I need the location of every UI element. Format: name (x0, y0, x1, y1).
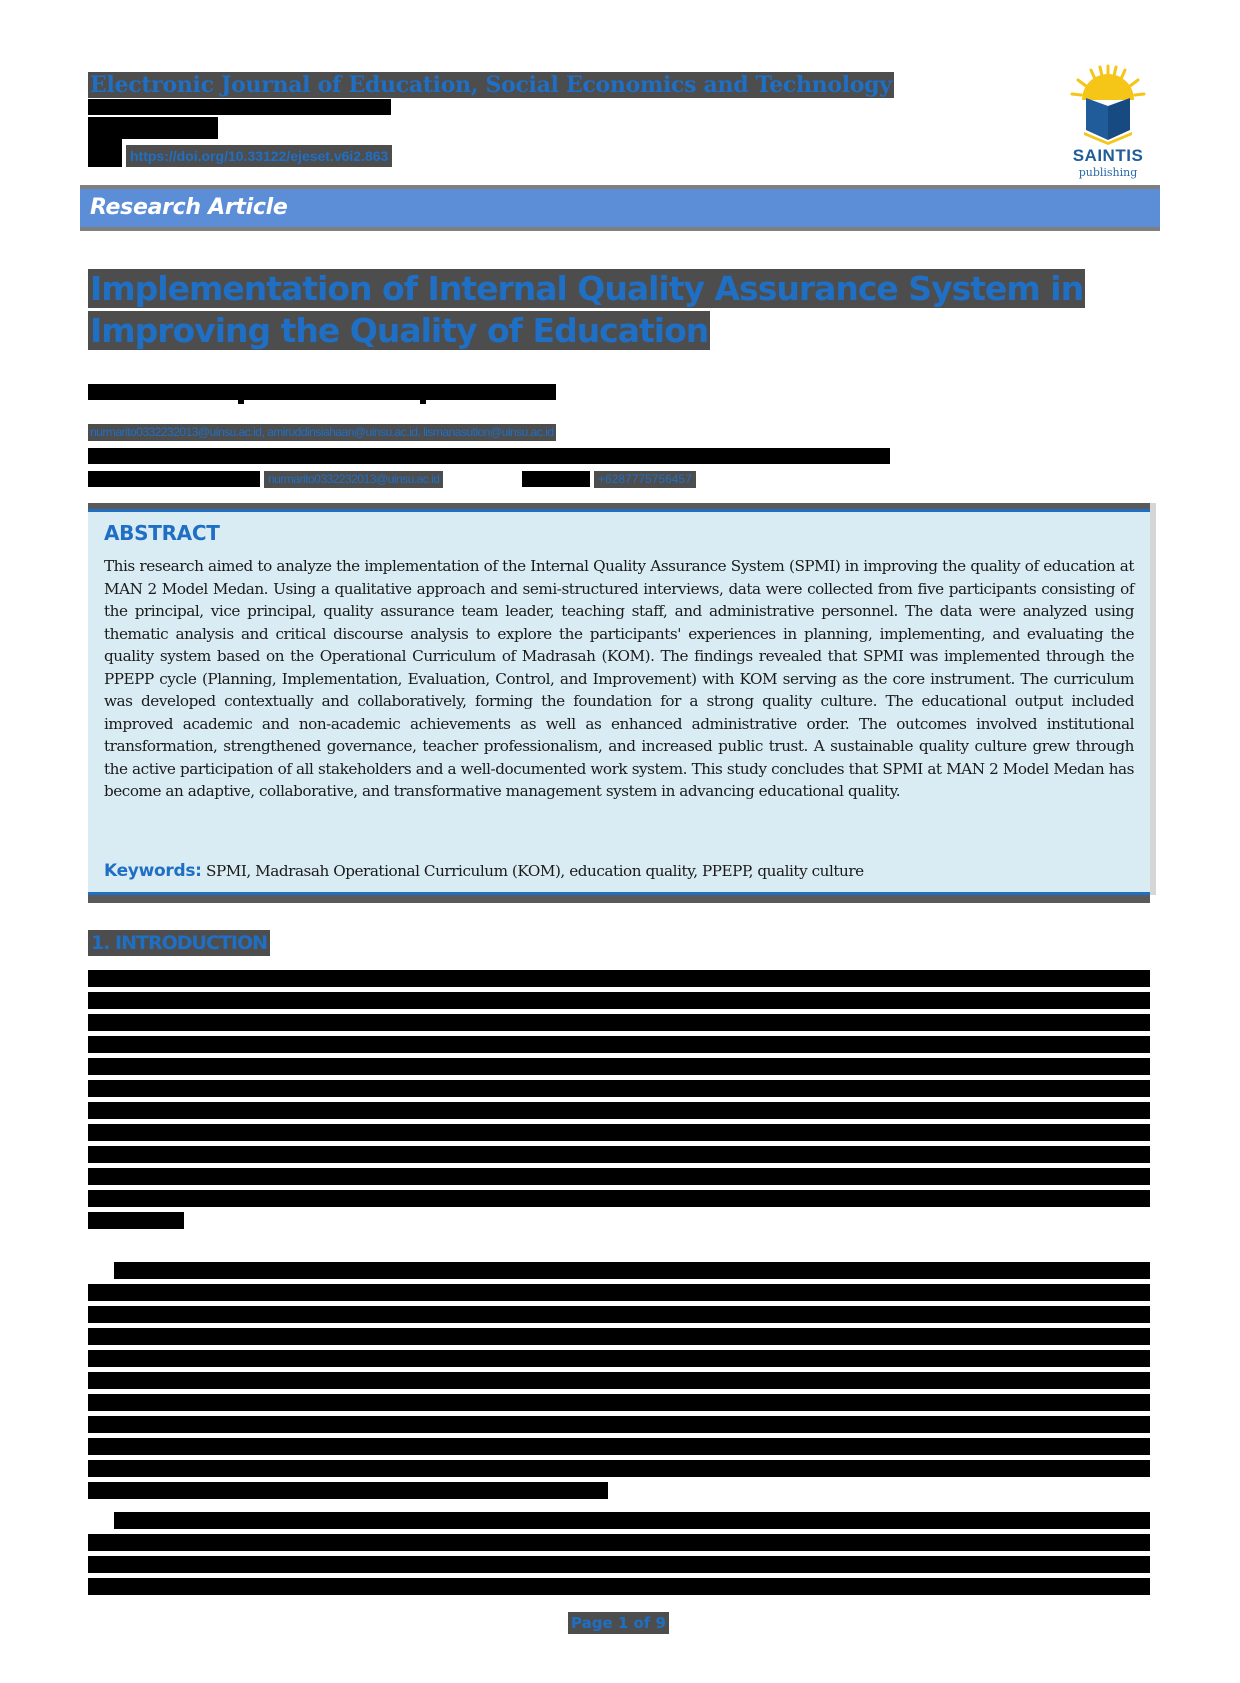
abstract-text: This research aimed to analyze the implementation of the Internal Quality Assurance System (SPMI) in improving the quality of education at MAN 2 Model Medan. Using a qualitative approach and semi-structured interviews, data were collected from five participants consisting of the principal, vice principal, quality assurance team leader, teaching staff, and administrative personnel. The data were analyzed using thematic analysis and critical discourse analysis to explore the participants' experiences in planning, implementing, and evaluating the quality system based on the Operational Curriculum of Madrasah (KOM). The findings revealed that SPMI was implemented through the PPEPP cycle (Planning, Implementation, Evaluation, Control, and Improvement) with KOM serving as the core instrument. The curriculum was developed contextually and collaboratively, forming the foundation for a strong quality culture. The educational output included improved academic and non-academic achievements as well as enhanced administrative order. The outcomes involved institutional transformation, strengthened governance, teacher professionalism, and increased public trust. A sustainable quality culture grew through the active participation of all stakeholders and a well-documented work system. This study concludes that SPMI at MAN 2 Model Medan has become an adaptive, collaborative, and transformative management system in advancing educational quality. (104, 557, 1134, 800)
redacted-line (88, 970, 1150, 987)
redacted-author-names (88, 384, 556, 400)
redacted-author-names-tick (420, 398, 426, 404)
article-type-label: Research Article (90, 195, 288, 220)
book-sun-icon (1058, 62, 1158, 146)
keywords-list: SPMI, Madrasah Operational Curriculum (KOM), education quality, PPEPP, quality culture (206, 862, 864, 880)
redacted-line (88, 1102, 1150, 1119)
redacted-line (88, 1212, 184, 1229)
redacted-line (88, 1058, 1150, 1075)
abstract-heading: ABSTRACT (104, 521, 220, 545)
title-line-1: Implementation of Internal Quality Assurance System in (90, 269, 1084, 308)
redacted-line (88, 1482, 608, 1499)
logo-subtitle: publishing (1078, 166, 1138, 179)
introduction-paragraph-1-redacted (88, 970, 1150, 1232)
redacted-affiliation (88, 448, 890, 464)
redacted-line (88, 1328, 1150, 1345)
paper-title (88, 268, 1088, 352)
keywords-line (104, 861, 864, 881)
redacted-line (114, 1262, 1150, 1279)
redacted-issn-line (88, 99, 391, 115)
redacted-line (88, 1014, 1150, 1031)
redacted-corresponding-label (88, 471, 260, 487)
redacted-line (88, 992, 1150, 1009)
research-article-banner (80, 185, 1160, 231)
corresponding-email[interactable]: nurmarito0332232013@uinsu.ac.id (264, 471, 443, 488)
redacted-doi-prefix (88, 139, 122, 167)
redacted-line (88, 1306, 1150, 1323)
redacted-phone-label (522, 471, 590, 487)
redacted-line (88, 1284, 1150, 1301)
redacted-line (114, 1512, 1150, 1529)
redacted-line (88, 1416, 1150, 1433)
redacted-line (88, 1080, 1150, 1097)
redacted-line (88, 1460, 1150, 1477)
journal-title: Electronic Journal of Education, Social Economics and Technology (90, 72, 892, 98)
redacted-line (88, 1146, 1150, 1163)
saintis-logo (1058, 62, 1158, 180)
title-line-2: Improving the Quality of Education (90, 311, 709, 350)
abstract-shadow (1150, 503, 1156, 895)
introduction-paragraph-3-redacted (88, 1512, 1150, 1592)
redacted-volume-line (88, 117, 218, 139)
redacted-line (88, 1578, 1150, 1595)
corresponding-phone: +6287775756457 (594, 471, 696, 488)
redacted-line (88, 1534, 1150, 1551)
redacted-line (88, 1556, 1150, 1573)
introduction-heading: 1. INTRODUCTION (88, 930, 270, 956)
page-number: Page 1 of 9 (568, 1612, 669, 1634)
redacted-line (88, 1394, 1150, 1411)
doi-link[interactable]: https://doi.org/10.33122/ejeset.v6i2.863 (126, 145, 392, 167)
redacted-line (88, 1036, 1150, 1053)
keywords-label: Keywords: (104, 861, 202, 881)
redacted-line (88, 1372, 1150, 1389)
redacted-line (88, 1168, 1150, 1185)
redacted-author-names-tick (238, 398, 244, 404)
redacted-line (88, 1350, 1150, 1367)
introduction-paragraph-2-redacted (88, 1262, 1150, 1502)
redacted-line (88, 1438, 1150, 1455)
logo-name: SAINTIS (1072, 146, 1144, 165)
redacted-line (88, 1190, 1150, 1207)
redacted-line (88, 1124, 1150, 1141)
abstract-box (88, 503, 1150, 903)
author-emails[interactable]: nurmarito0332232013@uinsu.ac.id, amiruddinsiahaan@uinsu.ac.id, lismanasution@uinsu.ac.id (90, 425, 554, 439)
